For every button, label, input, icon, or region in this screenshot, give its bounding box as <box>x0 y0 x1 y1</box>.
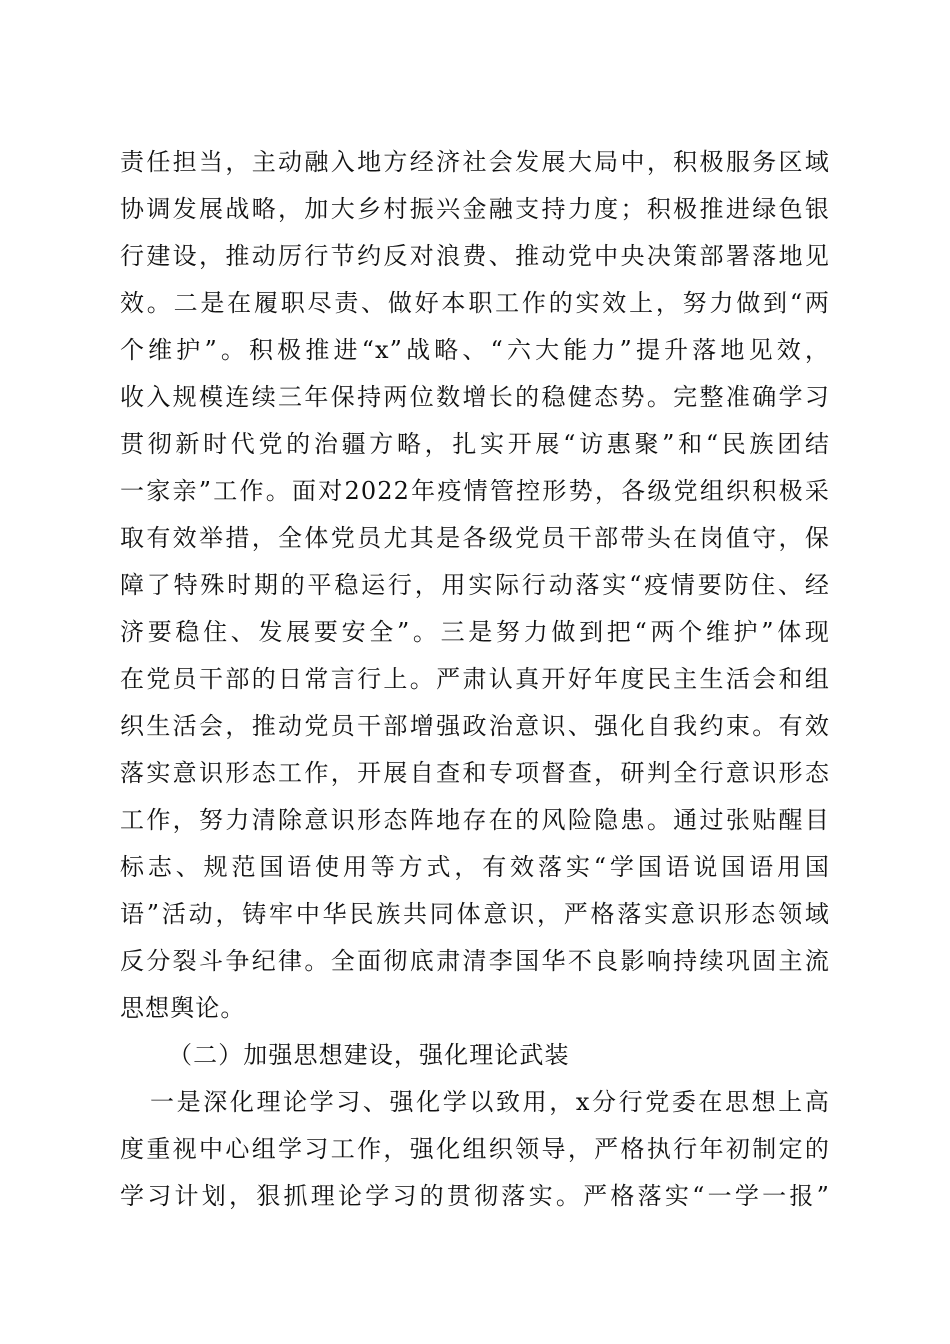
paragraph-line: 学习计划，狠抓理论学习的贯彻落实。严格落实“一学一报” <box>120 1182 830 1210</box>
paragraph-line: 个维护”。积极推进“x”战略、“六大能力”提升落地见效， <box>120 336 830 364</box>
paragraph-line: 思想舆论。 <box>120 994 246 1022</box>
paragraph-line: 取有效举措，全体党员尤其是各级党员干部带头在岗值守，保 <box>120 524 830 552</box>
paragraph-line: 落实意识形态工作，开展自查和专项督查，研判全行意识形态 <box>120 759 830 787</box>
paragraph-line: 贯彻新时代党的治疆方略，扎实开展“访惠聚”和“民族团结 <box>120 430 830 458</box>
paragraph-line: 反分裂斗争纪律。全面彻底肃清李国华不良影响持续巩固主流 <box>120 947 830 975</box>
paragraph-line: 一是深化理论学习、强化学以致用，x分行党委在思想上高 <box>150 1088 830 1116</box>
paragraph-line: 语”活动，铸牢中华民族共同体意识，严格落实意识形态领域 <box>120 900 830 928</box>
paragraph-line: 济要稳住、发展要安全”。三是努力做到把“两个维护”体现 <box>120 618 830 646</box>
paragraph-line: 标志、规范国语使用等方式，有效落实“学国语说国语用国 <box>120 853 830 881</box>
paragraph-line: 责任担当，主动融入地方经济社会发展大局中，积极服务区域 <box>120 148 830 176</box>
paragraph-line: 效。二是在履职尽责、做好本职工作的实效上，努力做到“两 <box>120 289 830 317</box>
paragraph-line: 障了特殊时期的平稳运行，用实际行动落实“疫情要防住、经 <box>120 571 830 599</box>
paragraph-line: 度重视中心组学习工作，强化组织领导，严格执行年初制定的 <box>120 1135 830 1163</box>
paragraph-line: 协调发展战略，加大乡村振兴金融支持力度；积极推进绿色银 <box>120 195 830 223</box>
paragraph-line: 在党员干部的日常言行上。严肃认真开好年度民主生活会和组 <box>120 665 830 693</box>
paragraph-line: 一家亲”工作。面对2022年疫情管控形势，各级党组织积极采 <box>120 477 830 505</box>
paragraph-line: 行建设，推动厉行节约反对浪费、推动党中央决策部署落地见 <box>120 242 830 270</box>
paragraph-line: 工作，努力清除意识形态阵地存在的风险隐患。通过张贴醒目 <box>120 806 830 834</box>
section-heading: （二）加强思想建设，强化理论武装 <box>168 1041 570 1069</box>
paragraph-line: 织生活会，推动党员干部增强政治意识、强化自我约束。有效 <box>120 712 830 740</box>
paragraph-line: 收入规模连续三年保持两位数增长的稳健态势。完整准确学习 <box>120 383 830 411</box>
